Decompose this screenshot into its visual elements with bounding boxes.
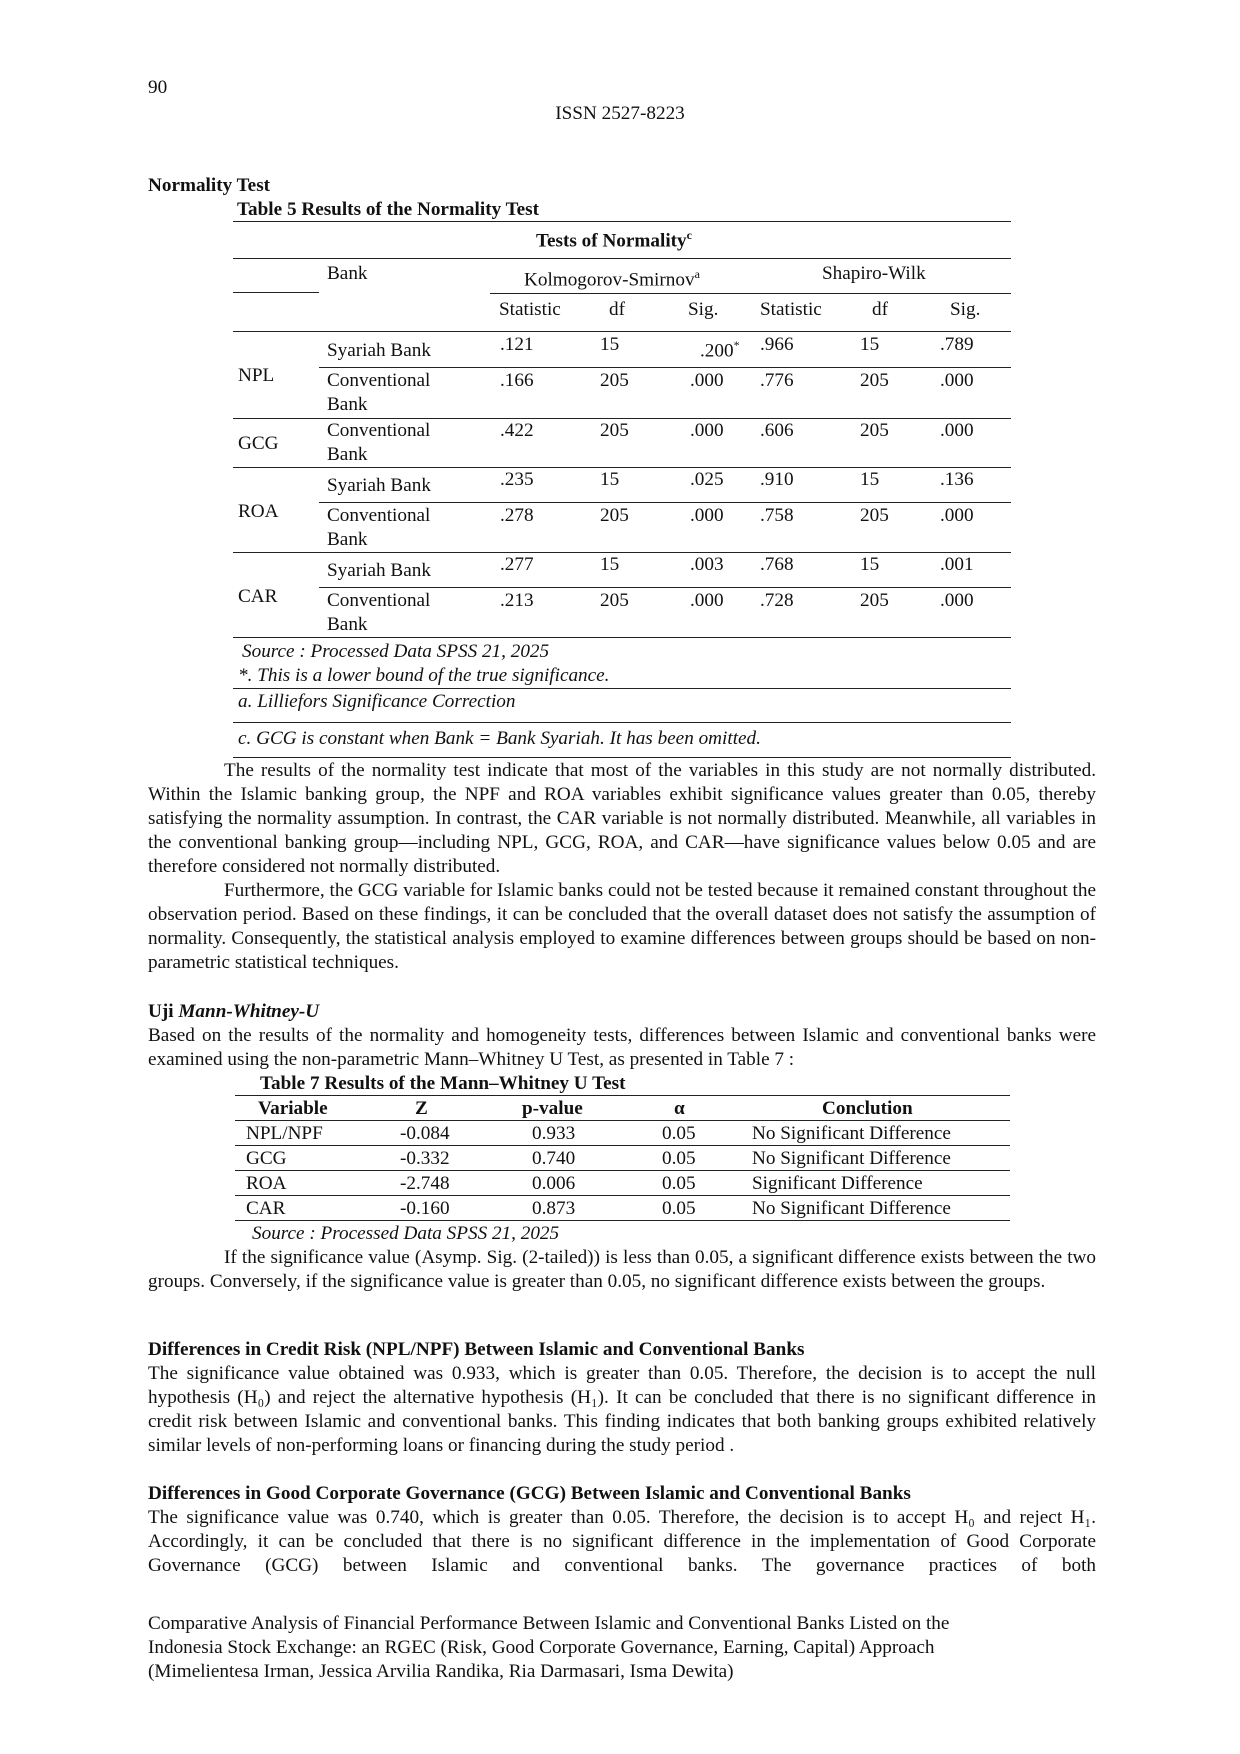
table5-bank-cell: Conventional Bank [327,590,431,635]
table5-bank-cell: Conventional Bank [327,370,431,415]
table5-cell: .277 [500,554,534,575]
table5-cell: .121 [500,334,534,355]
table5-subheader: Sig. [950,299,981,320]
table5-sw-header: Shapiro-Wilk [822,263,926,284]
table7-cell: 0.05 [662,1123,696,1144]
table5-subheader: df [872,299,888,320]
table5-cell: 205 [860,590,889,611]
footer-line: (Mimelientesa Irman, Jessica Arvilia Randika, Ria Darmasari, Isma Dewita) [148,1661,734,1682]
table7-cell: -0.332 [400,1148,450,1169]
footer-line: Comparative Analysis of Financial Performance Between Islamic and Conventional Banks Listed on the [148,1613,950,1634]
footer-citation [148,1612,1096,1684]
table5-cell: .213 [500,590,534,611]
table7-cell: NPL/NPF [246,1123,323,1144]
table7-cell: 0.05 [662,1173,696,1194]
table5-cell: .422 [500,420,534,441]
table5-cell: .000 [940,420,974,441]
table5-cell: .003 [690,554,724,575]
table5-cell: .776 [760,370,794,391]
mann-whitney-intro [148,1024,1096,1072]
table5-variable-label: CAR [238,586,278,607]
table5-cell: 205 [600,505,629,526]
table7-cell: No Significant Difference [752,1123,951,1144]
table5-cell: .910 [760,469,794,490]
table5-cell: .001 [940,554,974,575]
paragraph: If the significance value (Asymp. Sig. (2-tailed)) is less than 0.05, a significant difference exists between the two groups. Conversely, if the significance value is greater than 0.05, no significant difference exists between the groups. [148,1247,1096,1292]
table7-cell: No Significant Difference [752,1198,951,1219]
table7-cell: 0.05 [662,1198,696,1219]
table5-cell: .166 [500,370,534,391]
paragraph: The significance value was 0.740, which is greater than 0.05. Therefore, the decision is to accept H₀ and reject H₁. Accordingly, it can be concluded that there is no significant difference in the implementation of Good Corporate Governance (GCG) between Islamic and conventional banks. The governance practices of both [148,1507,1096,1576]
table7-header: α [674,1098,685,1119]
footer-line: Indonesia Stock Exchange: an RGEC (Risk, Good Corporate Governance, Earning, Capital) Approach [148,1637,935,1658]
table5-cell: .200* [700,338,740,362]
table5-cell: .000 [940,370,974,391]
table5-cell: .278 [500,505,534,526]
table5-cell: 205 [860,370,889,391]
table7-cell: -2.748 [400,1173,450,1194]
table5-cell: 15 [860,469,880,490]
table7-cell: CAR [246,1198,286,1219]
table5-variable-label: GCG [238,433,279,454]
table7-header: Z [415,1098,428,1119]
page-number: 90 [148,77,168,98]
table5-cell: 205 [600,590,629,611]
table7-cell: ROA [246,1173,287,1194]
table5-cell: .758 [760,505,794,526]
table7-source: Source : Processed Data SPSS 21, 2025 [252,1223,560,1244]
table5-cell: 205 [600,420,629,441]
table5-subheader: Statistic [760,299,822,320]
table5-cell: 205 [600,370,629,391]
table5-cell: 15 [600,334,620,355]
issn-header: ISSN 2527-8223 [555,103,685,124]
table7-header: p-value [522,1098,583,1119]
table7-caption: Table 7 Results of the Mann–Whitney U Test [260,1073,626,1094]
table5-cell: .966 [760,334,794,355]
table5-caption: Table 5 Results of the Normality Test [237,199,540,220]
table5-subheader: Sig. [688,299,719,320]
section-heading-normality: Normality Test [148,175,271,196]
paragraph: The results of the normality test indicate that most of the variables in this study are not normally distributed. Within the Islamic banking group, the NPF and ROA variables exhibit significance values greater than 0.05, thereby satisfying the normality assumption. In contrast, the CAR variable is not normally distributed. Meanwhile, all variables in the conventional banking group—including NPL, GCG, ROA, and CAR—have significance values below 0.05 and are therefore considered not normally distributed. [148,760,1096,877]
table5-cell: 15 [860,554,880,575]
table5-cell: .728 [760,590,794,611]
section-heading-credit-risk: Differences in Credit Risk (NPL/NPF) Between Islamic and Conventional Banks [148,1339,805,1360]
table5-cell: .000 [940,590,974,611]
table5-note: a. Lilliefors Significance Correction [238,691,516,712]
table5-bank-cell: Conventional Bank [327,420,431,465]
table5-subheader: df [609,299,625,320]
table5-cell: .606 [760,420,794,441]
table7-cell: 0.740 [532,1148,576,1169]
table7-cell: GCG [246,1148,287,1169]
table5-subheader: Statistic [499,299,561,320]
table7-header: Conclution [822,1098,913,1119]
gcg-text [148,1506,1096,1578]
credit-risk-text [148,1362,1096,1458]
table5-bank-header: Bank [327,263,368,284]
table5-cell: .000 [690,420,724,441]
table5-cell: 205 [860,420,889,441]
table5-cell: 15 [600,554,620,575]
table5-note: Source : Processed Data SPSS 21, 2025 [242,641,550,662]
table7-cell: 0.933 [532,1123,576,1144]
table5-cell: .000 [690,590,724,611]
table5-title: Tests of Normality$^c$ [536,228,692,252]
table5-bank-cell: Syariah Bank [327,560,431,581]
paragraph: Furthermore, the GCG variable for Islamic banks could not be tested because it remained constant throughout the observation period. Based on these findings, it can be concluded that the overall dataset does not satisfy the assumption of normality. Consequently, the statistical analysis employed to examine differences between groups should be based on non-parametric statistical techniques. [148,880,1096,973]
paragraph: Based on the results of the normality and homogeneity tests, differences between Islamic and conventional banks were examined using the non-parametric Mann–Whitney U Test, as presented in Table 7 : [148,1025,1096,1070]
table5-cell: .768 [760,554,794,575]
table7-header: Variable [258,1098,328,1119]
table5-cell: .789 [940,334,974,355]
paragraph: The significance value obtained was 0.933, which is greater than 0.05. Therefore, the decision is to accept the null hypothesis (H₀) and reject the alternative hypothesis (H₁). It can be concluded that there is no significant difference in credit risk between Islamic and conventional banks. This finding indicates that both banking groups exhibited relatively similar levels of non-performing loans or financing during the study period . [148,1363,1096,1456]
section-heading-gcg: Differences in Good Corporate Governance (GCG) Between Islamic and Conventional Banks [148,1483,911,1504]
table5-note: *. This is a lower bound of the true significance. [238,665,610,686]
table5-note: c. GCG is constant when Bank = Bank Syariah. It has been omitted. [238,728,761,749]
table7-cell: 0.05 [662,1148,696,1169]
table5-cell: 205 [860,505,889,526]
section-heading-mann-whitney: Uji Mann-Whitney-U [148,1001,320,1022]
table5-cell: 15 [860,334,880,355]
table5-cell: 15 [600,469,620,490]
table7-cell: -0.084 [400,1123,450,1144]
table5-variable-label: NPL [238,365,275,386]
table5-ks-header: Kolmogorov-Smirnov$^a$ [524,267,700,291]
table5-bank-cell: Syariah Bank [327,475,431,496]
table5-cell: .025 [690,469,724,490]
table7-cell: -0.160 [400,1198,450,1219]
table5-cell: .000 [940,505,974,526]
table7-cell: 0.873 [532,1198,576,1219]
table7-cell: 0.006 [532,1173,576,1194]
table7-cell: Significant Difference [752,1173,923,1194]
table5-cell: .235 [500,469,534,490]
table7-cell: No Significant Difference [752,1148,951,1169]
table5-variable-label: ROA [238,501,279,522]
table5-bank-cell: Syariah Bank [327,340,431,361]
table5-cell: .000 [690,370,724,391]
normality-discussion [148,759,1096,975]
table5-cell: .136 [940,469,974,490]
table5-bank-cell: Conventional Bank [327,505,431,550]
table5-cell: .000 [690,505,724,526]
significance-rule [148,1246,1096,1294]
